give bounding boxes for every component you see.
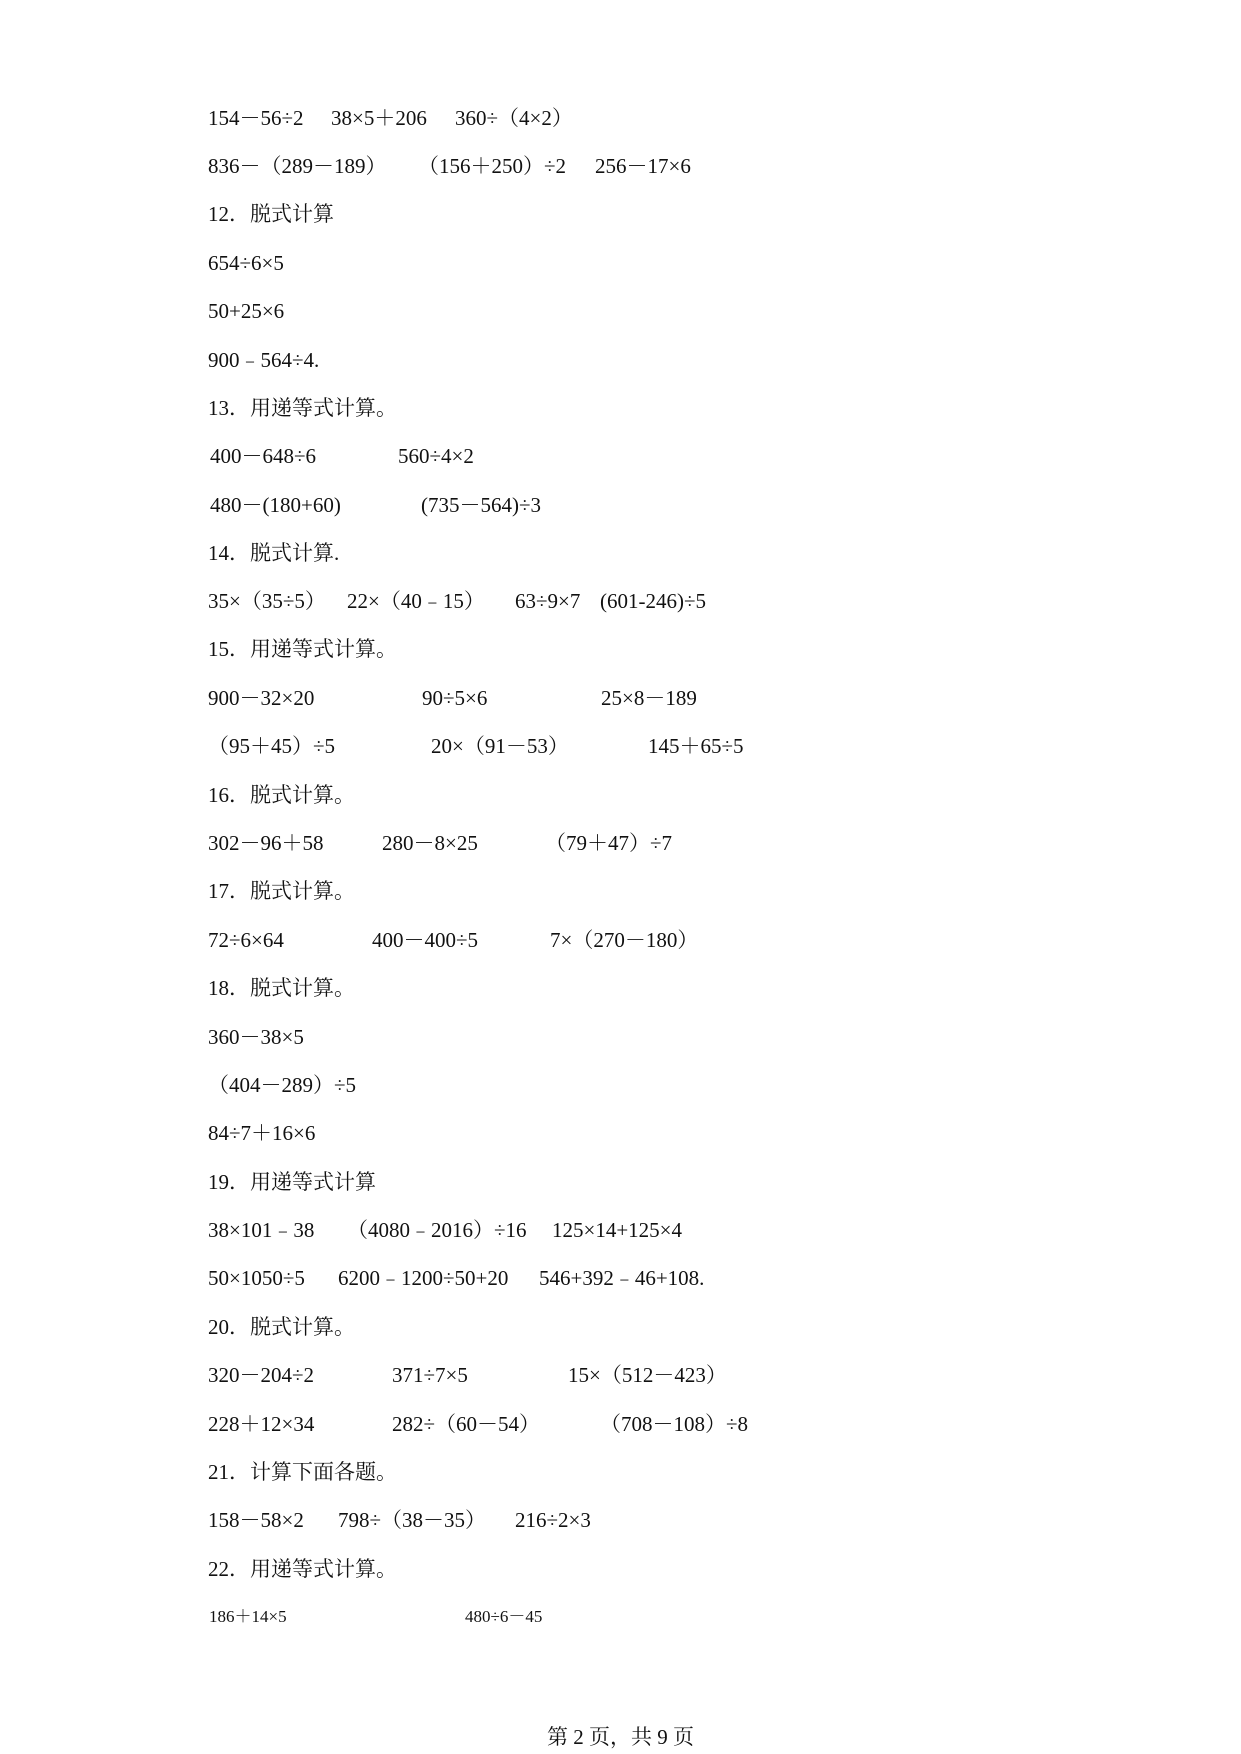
question-title: 13．用递等式计算。	[208, 396, 397, 420]
expression: 22×（40﹣15）	[347, 589, 485, 613]
expression: 20×（91－53）	[431, 734, 569, 758]
question-heading	[0, 634, 1241, 664]
expression: 900－32×20	[208, 686, 315, 710]
expression: 38×5＋206	[331, 106, 427, 130]
expression: 145＋65÷5	[648, 734, 744, 758]
expression: 400－648÷6	[210, 444, 317, 468]
expression: 50+25×6	[208, 299, 285, 323]
expression: （404－289）÷5	[208, 1073, 357, 1097]
expression: 280－8×25	[382, 831, 478, 855]
expression: 63÷9×7	[515, 589, 581, 613]
expression: 302－96＋58	[208, 831, 324, 855]
expression-line	[0, 103, 1241, 133]
expression-line	[0, 1409, 1241, 1439]
expression: 6200﹣1200÷50+20	[338, 1266, 509, 1290]
expression: 480－(180+60)	[210, 493, 341, 517]
expression: 125×14+125×4	[552, 1218, 683, 1242]
expression: 228＋12×34	[208, 1412, 315, 1436]
expression: （79＋47）÷7	[545, 831, 673, 855]
expression: 560÷4×2	[398, 444, 474, 468]
expression: 35×（35÷5）	[208, 589, 326, 613]
expression: 50×1050÷5	[208, 1266, 305, 1290]
expression: 216÷2×3	[515, 1508, 591, 1532]
expression: （708－108）÷8	[600, 1412, 749, 1436]
question-title: 20．脱式计算。	[208, 1315, 355, 1339]
expression-line	[0, 1602, 1241, 1632]
expression-line	[0, 925, 1241, 955]
question-heading	[0, 1167, 1241, 1197]
expression: 654÷6×5	[208, 251, 284, 275]
expression-line	[0, 1118, 1241, 1148]
expression: 798÷（38－35）	[338, 1508, 487, 1532]
expression: (601-246)÷5	[600, 589, 707, 613]
expression: 282÷（60－54）	[392, 1412, 541, 1436]
expression: 360－38×5	[208, 1025, 304, 1049]
expression-line	[0, 683, 1241, 713]
expression-line	[0, 1263, 1241, 1293]
expression: 400－400÷5	[372, 928, 479, 952]
expression-line	[0, 1360, 1241, 1390]
question-title: 17．脱式计算。	[208, 879, 355, 903]
expression: 158－58×2	[208, 1508, 304, 1532]
question-heading	[0, 538, 1241, 568]
expression-line	[0, 586, 1241, 616]
question-heading	[0, 780, 1241, 810]
expression-line	[0, 828, 1241, 858]
question-title: 18．脱式计算。	[208, 976, 355, 1000]
expression-line	[0, 441, 1241, 471]
expression-line	[0, 345, 1241, 375]
question-heading	[0, 1554, 1241, 1584]
expression-line	[0, 1505, 1241, 1535]
question-title: 19．用递等式计算	[208, 1170, 376, 1194]
question-title: 22．用递等式计算。	[208, 1557, 397, 1581]
expression: 480÷6－45	[465, 1607, 543, 1626]
expression: （156＋250）÷2	[418, 154, 567, 178]
expression: 546+392﹣46+108.	[539, 1266, 705, 1290]
expression: 25×8－189	[601, 686, 697, 710]
question-title: 16．脱式计算。	[208, 783, 355, 807]
expression: 84÷7＋16×6	[208, 1121, 316, 1145]
expression: 186＋14×5	[209, 1607, 287, 1626]
question-heading	[0, 199, 1241, 229]
expression: 836－（289－189）	[208, 154, 387, 178]
expression: (735－564)÷3	[421, 493, 542, 517]
question-title: 12．脱式计算	[208, 202, 334, 226]
question-heading	[0, 393, 1241, 423]
question-title: 14．脱式计算.	[208, 541, 340, 565]
question-heading	[0, 876, 1241, 906]
expression: 90÷5×6	[422, 686, 488, 710]
expression: （95＋45）÷5	[208, 734, 336, 758]
expression-line	[0, 296, 1241, 326]
question-title: 15．用递等式计算。	[208, 637, 397, 661]
expression-line	[0, 490, 1241, 520]
expression: 256－17×6	[595, 154, 691, 178]
expression: 320－204÷2	[208, 1363, 315, 1387]
expression: 360÷（4×2）	[455, 106, 573, 130]
page-footer: 第 2 页，共 9 页	[547, 1725, 694, 1749]
expression: 15×（512－423）	[568, 1363, 727, 1387]
expression: 900﹣564÷4.	[208, 348, 320, 372]
expression-line	[0, 248, 1241, 278]
expression: 38×101﹣38	[208, 1218, 315, 1242]
expression-line	[0, 151, 1241, 181]
expression-line	[0, 1070, 1241, 1100]
expression: 7×（270－180）	[550, 928, 699, 952]
question-title: 21．计算下面各题。	[208, 1460, 397, 1484]
question-heading	[0, 1312, 1241, 1342]
expression-line	[0, 731, 1241, 761]
expression-line	[0, 1022, 1241, 1052]
expression: 72÷6×64	[208, 928, 284, 952]
expression: （4080﹣2016）÷16	[347, 1218, 527, 1242]
expression: 154－56÷2	[208, 106, 304, 130]
question-heading	[0, 973, 1241, 1003]
question-heading	[0, 1457, 1241, 1487]
expression: 371÷7×5	[392, 1363, 468, 1387]
expression-line	[0, 1215, 1241, 1245]
